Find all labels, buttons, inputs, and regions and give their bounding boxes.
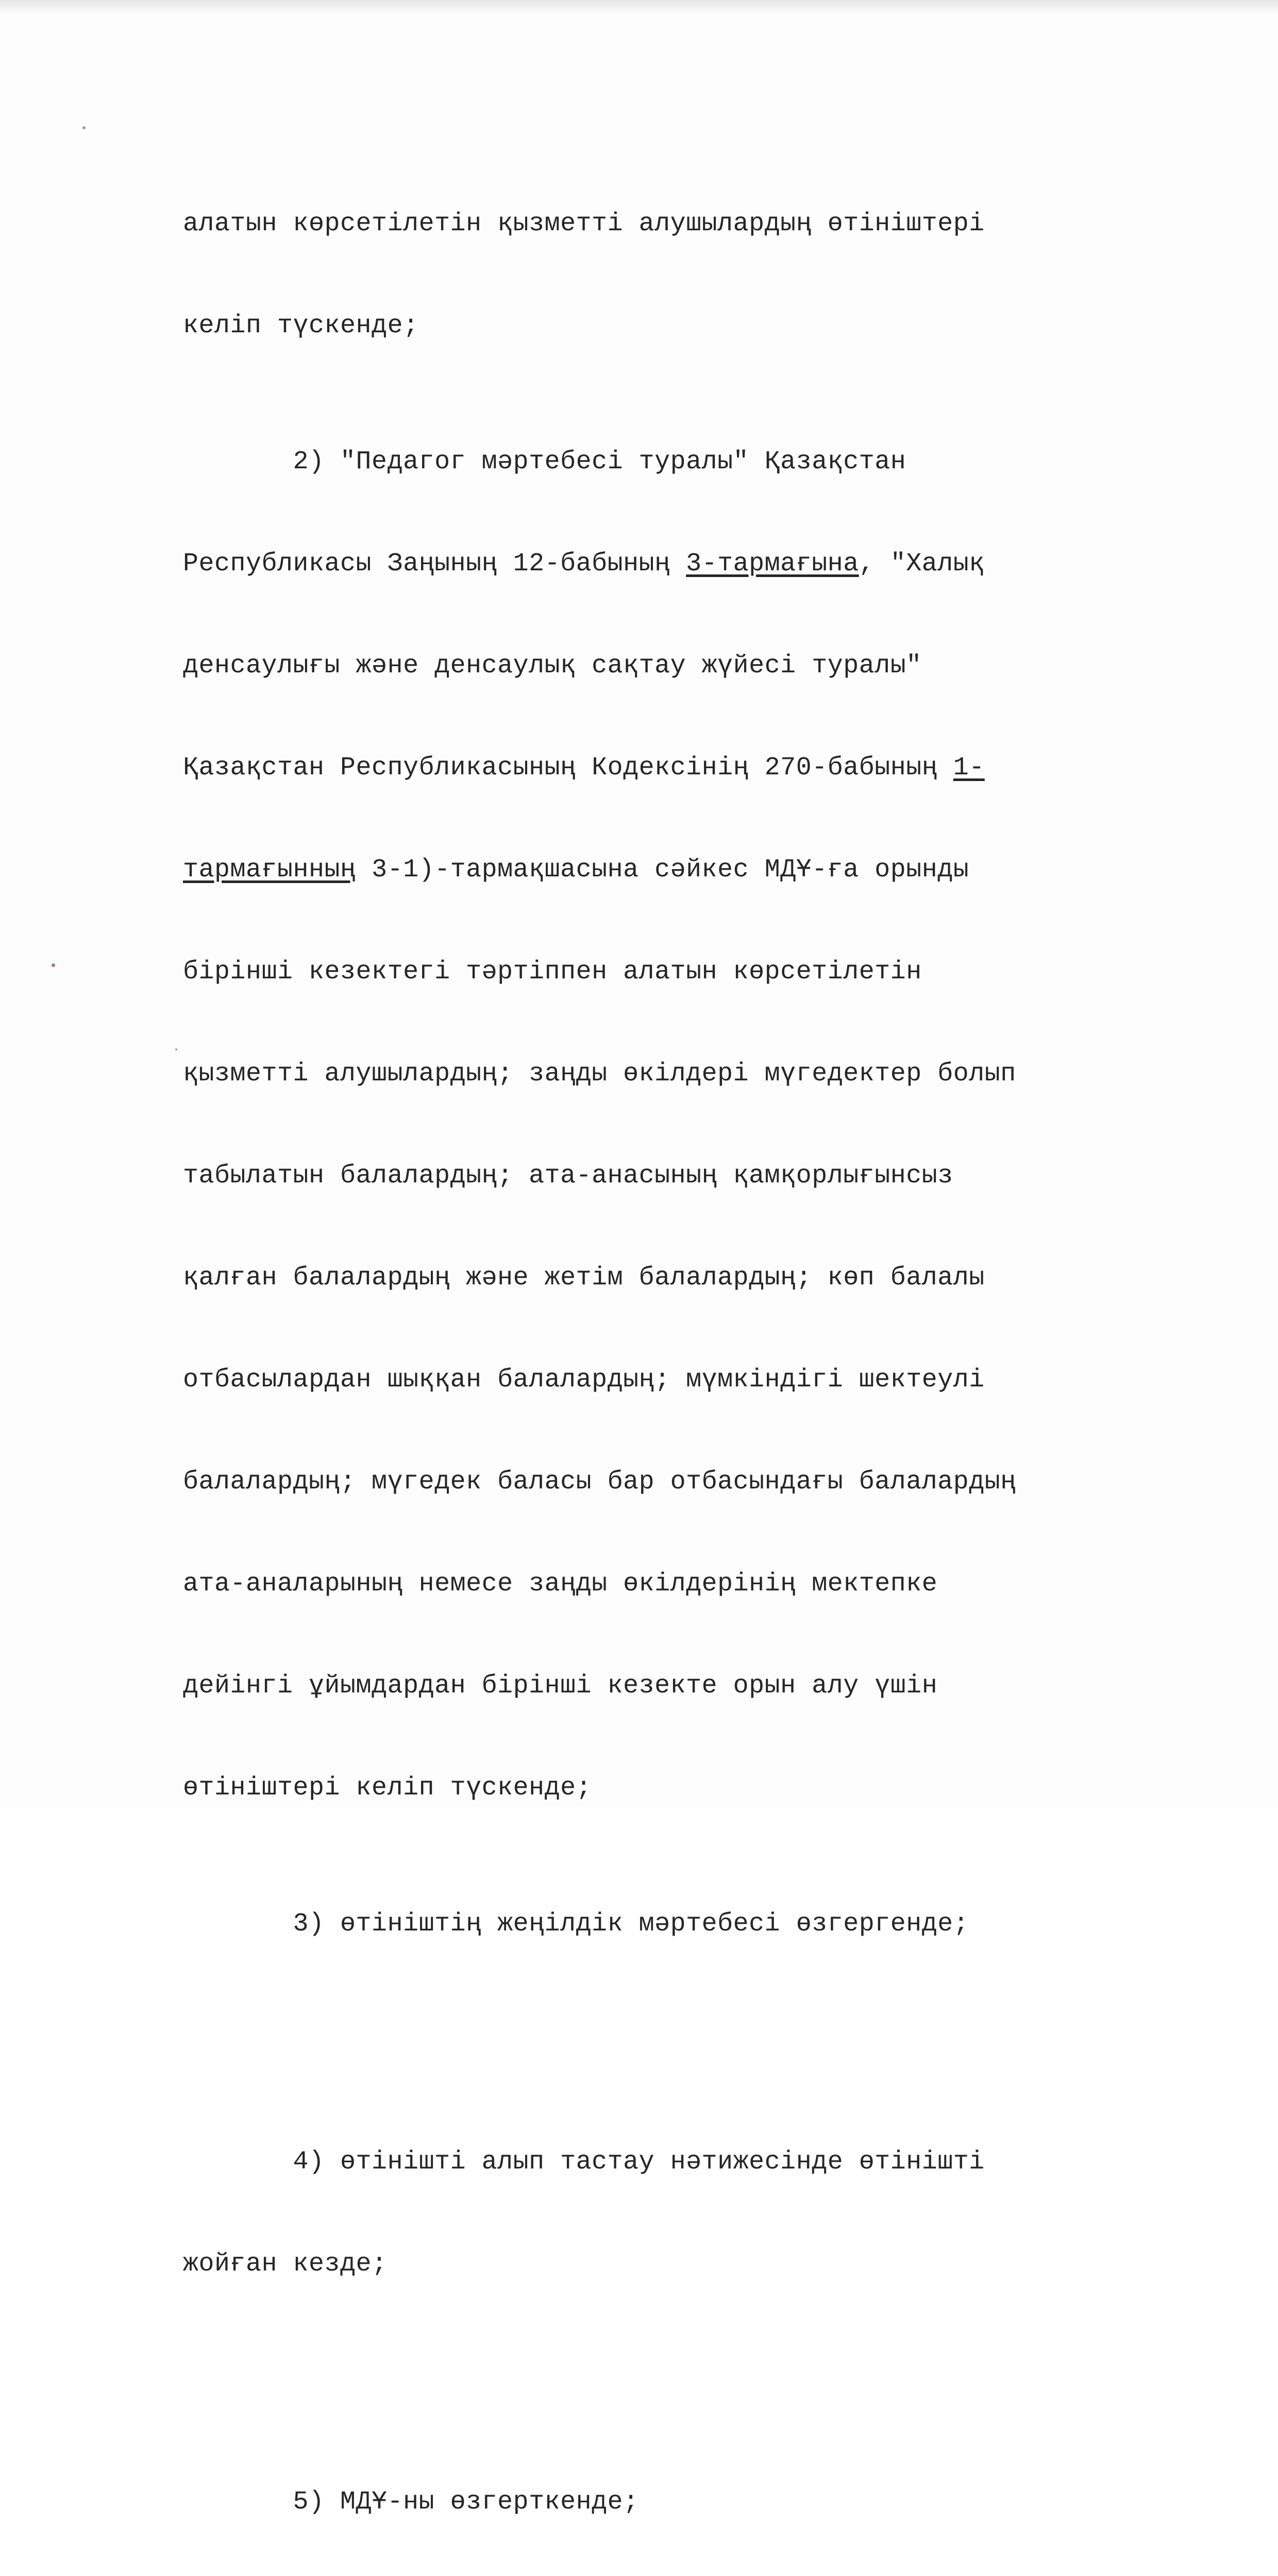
text-line: денсаулығы және денсаулық сақтау жүйесі туралы" [183, 651, 922, 681]
blank-line [183, 2009, 1188, 2043]
document-body [183, 139, 1188, 2576]
text-segment: Қазақстан Республикасының Кодексінің 270-бабының [183, 753, 953, 783]
text-line: 3) өтініштің жеңілдік мәртебесі өзгергенде; [183, 1909, 969, 1939]
code-reference-link[interactable]: тармағынның [183, 855, 356, 885]
scan-speck [175, 1048, 177, 1050]
text-line: қызметті алушылардың; заңды өкілдері мүгедектер болып [183, 1059, 1016, 1089]
text-line: қалған балалардың және жетім балалардың; көп балалы [183, 1263, 985, 1293]
scan-speck [52, 963, 55, 967]
blank-line [183, 2349, 1188, 2383]
text-line: дейінгі ұйымдардан бірінші кезекте орын алу үшін [183, 1671, 938, 1701]
scan-speck [82, 126, 86, 129]
text-segment: 3-1)-тармақшасына сәйкес МДҰ-ға орынды [356, 855, 969, 885]
text-segment: Республикасы Заңының 12-бабының [183, 549, 686, 579]
text-line: ата-аналарының немесе заңды өкілдерінің мектепке [183, 1569, 938, 1599]
code-reference-link[interactable]: 1- [953, 753, 985, 783]
scan-top-edge [0, 0, 1278, 14]
text-line [183, 853, 1188, 887]
text-segment: , "Халық [859, 549, 985, 579]
text-line: 2) "Педагог мәртебесі туралы" Қазақстан [183, 447, 906, 477]
text-line: балалардың; мүгедек баласы бар отбасындағы балалардың [183, 1467, 1016, 1497]
text-line: 5) МДҰ-ны өзгерткенде; [183, 2487, 639, 2517]
text-line [183, 547, 1188, 581]
law-reference-link[interactable]: 3-тармағына [686, 549, 859, 579]
text-line: 4) өтінішті алып тастау нәтижесінде өтінішті [183, 2147, 985, 2177]
text-line: алатын көрсетілетін қызметті алушылардың өтініштері [183, 209, 985, 239]
text-line: бірінші кезектегі тәртіппен алатын көрсетілетін [183, 957, 922, 987]
text-line: келіп түскенде; [183, 311, 419, 341]
text-line: отбасылардан шыққан балалардың; мүмкіндігі шектеулі [183, 1365, 985, 1395]
text-line: өтініштері келіп түскенде; [183, 1773, 592, 1803]
text-line [183, 751, 1188, 785]
text-line: табылатын балалардың; ата-анасының қамқорлығынсыз [183, 1161, 953, 1191]
text-line: жойған кезде; [183, 2249, 388, 2279]
